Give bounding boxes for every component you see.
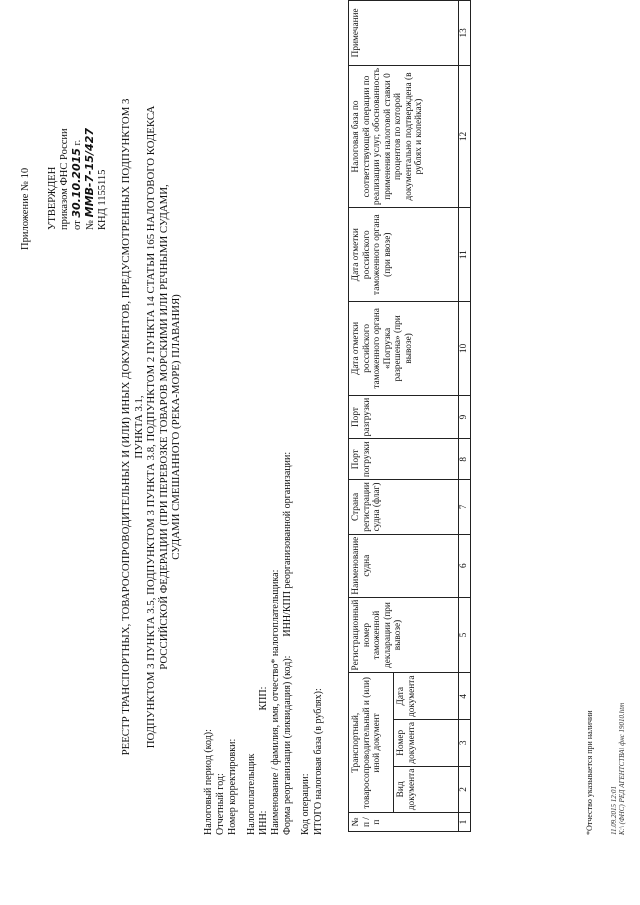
total-tax-base-label: ИТОГО налоговая база (в рублях): xyxy=(312,688,324,835)
appendix-label: Приложение № 10 xyxy=(20,167,31,250)
taxpayer-label: Налогоплательщик xyxy=(245,753,257,835)
approval-date-line: от 30.10.2015 г. xyxy=(70,139,83,230)
col-number: 6 xyxy=(459,534,471,597)
title-line-2: ПОДПУНКТОМ 3 ПУНКТА 3.5, ПОДПУНКТОМ 3 ПУНКТА 3.8, ПОДПУНКТОМ 2 ПУНКТА 14 СТАТЬИ 165 НАЛОГОВОГО КОДЕКСА xyxy=(145,105,157,749)
approval-number-line: № ММВ-7-15/427 xyxy=(83,127,96,230)
header-fields xyxy=(203,452,325,835)
col-number: 2 xyxy=(459,766,471,813)
reorg-inn-kpp-label: ИНН/КПП реорганизованной организации: xyxy=(282,451,294,637)
col-import-date-header: Дата отметки российского таможенного органа (при ввозе) xyxy=(349,208,459,302)
col-number: 8 xyxy=(459,439,471,480)
approval-number: ММВ-7-15/427 xyxy=(83,127,96,218)
operation-code-label: Код операции: xyxy=(300,773,312,835)
approval-line-2: приказом ФНС России xyxy=(59,128,70,230)
col-number: 12 xyxy=(459,65,471,208)
tax-period-label: Налоговый период (код): xyxy=(203,729,214,835)
print-stamp: 11.09.2015 12:01 К:\ (ФНС) РЕД АГЕНТСТВА\ фнс 19010.htm xyxy=(610,702,626,835)
reorg-form-label: Форма реорганизации (ликвидация) (код): xyxy=(282,655,294,835)
inn-kpp-line xyxy=(258,452,270,835)
registry-table xyxy=(348,0,471,832)
col-number: 11 xyxy=(459,208,471,302)
col-vessel-header: Наименование судна xyxy=(349,534,459,597)
inn-label: ИНН: xyxy=(257,810,269,835)
col-declaration-header: Регистрационный номер таможенной декларации (при вывозе) xyxy=(349,597,459,673)
col-number: 7 xyxy=(459,480,471,535)
report-year-label: Отчетный год: xyxy=(215,773,227,835)
kpp-label: КПП: xyxy=(257,686,269,711)
col-number: 13 xyxy=(459,1,471,66)
col-port-load-header: Порт погрузки xyxy=(349,439,459,480)
approval-date: 30.10.2015 xyxy=(70,148,83,218)
col-port-unload-header: Порт разгрузки xyxy=(349,395,459,439)
column-numbers-row xyxy=(459,1,471,832)
title-line-3: РОССИЙСКОЙ ФЕДЕРАЦИИ (ПРИ ПЕРЕВОЗКЕ ТОВАРОВ МОРСКИМИ ИЛИ РЕЧНЫМИ СУДАМИ, xyxy=(157,184,170,670)
footnote: *Отчество указывается при наличии xyxy=(585,710,594,835)
col-note-header: Примечание xyxy=(349,1,459,66)
col-doc-number-header: Номер документа xyxy=(394,720,459,767)
col-number: 3 xyxy=(459,720,471,767)
col-number: 4 xyxy=(459,673,471,720)
col-document-group-header: Транспортный, товаросопроводительный и (или) иной документ xyxy=(349,673,394,813)
approval-block xyxy=(47,128,109,230)
col-flag-header: Страна регистрации судна (флаг) xyxy=(349,480,459,535)
col-doc-type-header: Вид документа xyxy=(394,766,459,813)
document-title xyxy=(120,77,183,777)
reorg-line xyxy=(282,452,294,835)
col-number: 9 xyxy=(459,395,471,439)
col-doc-date-header: Дата документа xyxy=(394,673,459,720)
taxpayer-name-label: Наименование / фамилия, имя, отчество* налогоплательщика: xyxy=(270,569,282,835)
col-number: 10 xyxy=(459,302,471,396)
col-num-header: № п / п xyxy=(349,813,459,832)
title-line-1: РЕЕСТР ТРАНСПОРТНЫХ, ТОВАРОСОПРОВОДИТЕЛЬНЫХ И (ИЛИ) ИНЫХ ДОКУМЕНТОВ, ПРЕДУСМОТРЕННЫХ ПОДПУНКТОМ 3 ПУНКТА 3.1, xyxy=(120,98,145,756)
correction-number-label: Номер корректировки: xyxy=(227,738,239,835)
col-customs-date-header: Дата отметки российского таможенного органа «Погрузка разрешена» (при вывозе) xyxy=(349,302,459,396)
table-header-row xyxy=(349,1,394,832)
col-number: 1 xyxy=(459,813,471,832)
col-tax-base-header: Налоговая база по соответствующей операции по реализации услуг, обоснованность применения налоговой ставки 0 процентов по которой документально подтверждена (в рублях и копейках) xyxy=(349,65,459,208)
knd-code: КНД 1155115 xyxy=(97,169,108,230)
title-line-4: СУДАМИ СМЕШАННОГО (РЕКА-МОРЕ) ПЛАВАНИЯ) xyxy=(170,294,182,560)
approval-line-1: УТВЕРЖДЕН xyxy=(47,166,58,230)
col-number: 5 xyxy=(459,597,471,673)
